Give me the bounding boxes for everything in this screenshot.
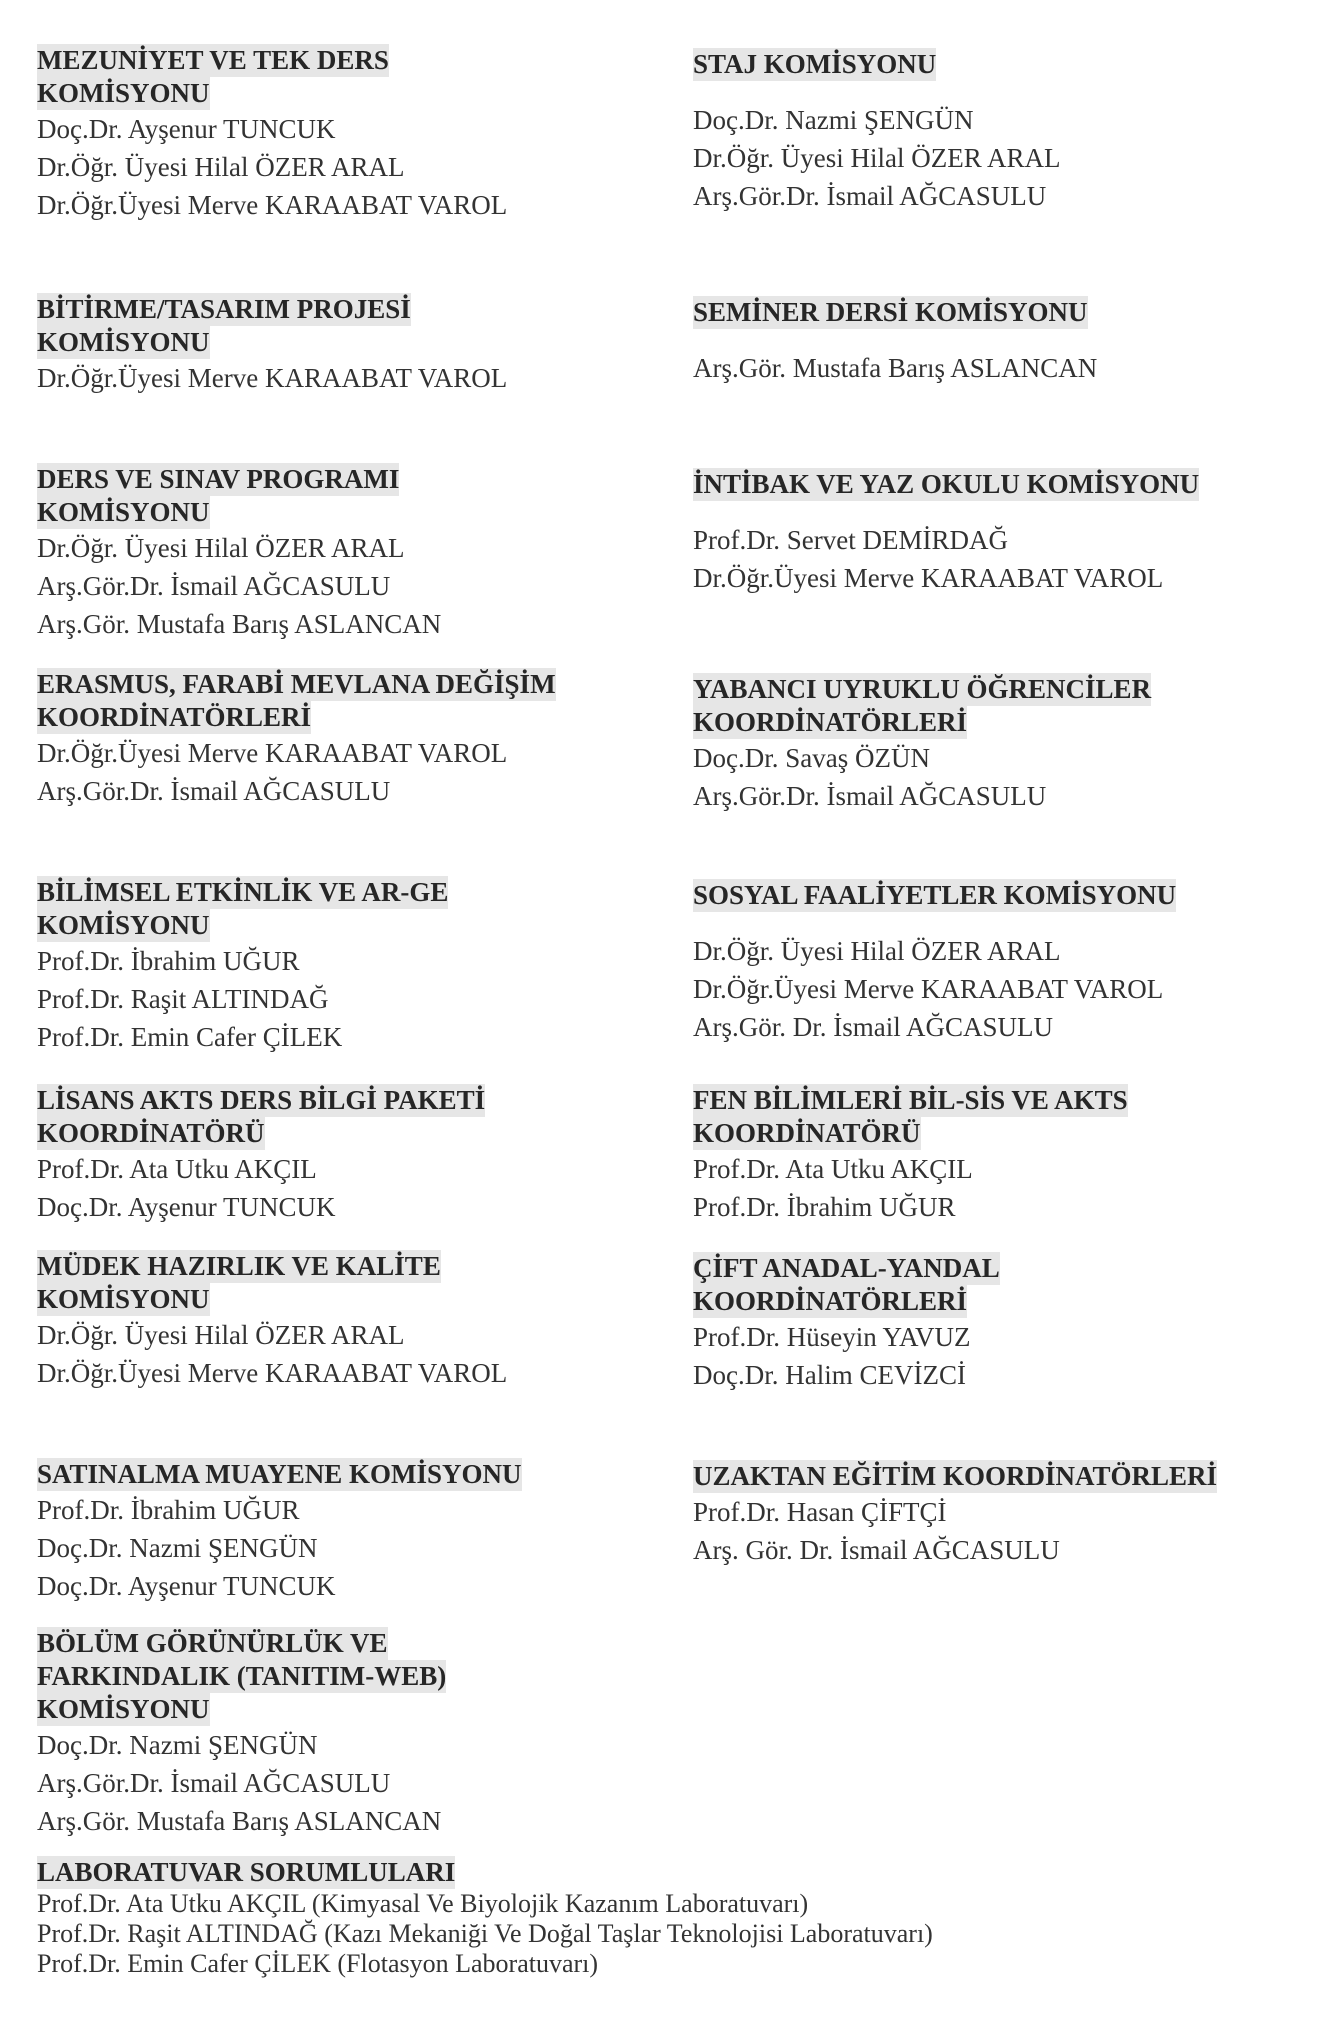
member-list bbox=[37, 1150, 667, 1226]
member: Arş.Gör.Dr. İsmail AĞCASULU bbox=[37, 571, 391, 601]
member-list bbox=[37, 1316, 667, 1392]
member-list bbox=[37, 359, 667, 397]
member: Doç.Dr. Ayşenur TUNCUK bbox=[37, 1571, 336, 1601]
member: Arş.Gör.Dr. İsmail AĞCASULU bbox=[37, 776, 391, 806]
committee-erasmus bbox=[37, 668, 667, 810]
member: Doç.Dr. Nazmi ŞENGÜN bbox=[693, 105, 974, 135]
laboratory-member: Prof.Dr. Emin Cafer ÇİLEK (Flotasyon Laboratuvarı) bbox=[37, 1949, 599, 1978]
member: Arş.Gör. Mustafa Barış ASLANCAN bbox=[693, 353, 1098, 383]
member-list bbox=[693, 1493, 1323, 1569]
member: Dr.Öğr. Üyesi Hilal ÖZER ARAL bbox=[693, 143, 1061, 173]
committee-lisans-akts bbox=[37, 1084, 667, 1226]
committee-title: BÖLÜM GÖRÜNÜRLÜK VE FARKINDALIK (TANITIM-WEB) KOMİSYONU bbox=[37, 1628, 447, 1724]
member: Doç.Dr. Savaş ÖZÜN bbox=[693, 743, 930, 773]
member: Dr.Öğr. Üyesi Hilal ÖZER ARAL bbox=[693, 936, 1061, 966]
committee-cift-anadal bbox=[693, 1252, 1323, 1394]
committee-title: DERS VE SINAV PROGRAMI KOMİSYONU bbox=[37, 464, 400, 527]
member: Prof.Dr. İbrahim UĞUR bbox=[37, 946, 300, 976]
committee-mezuniyet bbox=[37, 44, 667, 224]
committee-ders-sinav bbox=[37, 463, 667, 643]
member: Doç.Dr. Nazmi ŞENGÜN bbox=[37, 1730, 318, 1760]
committee-mudek bbox=[37, 1250, 667, 1392]
member-list bbox=[37, 1726, 667, 1840]
member: Arş.Gör.Dr. İsmail AĞCASULU bbox=[693, 781, 1047, 811]
member: Dr.Öğr.Üyesi Merve KARAABAT VAROL bbox=[693, 974, 1164, 1004]
laboratory-section bbox=[37, 1856, 1317, 1979]
laboratory-member-list bbox=[37, 1889, 1317, 1979]
member: Doç.Dr. Ayşenur TUNCUK bbox=[37, 114, 336, 144]
member-list bbox=[37, 529, 667, 643]
member: Dr.Öğr.Üyesi Merve KARAABAT VAROL bbox=[37, 190, 508, 220]
member: Prof.Dr. Ata Utku AKÇIL bbox=[37, 1154, 317, 1184]
committee-title: ÇİFT ANADAL-YANDAL KOORDİNATÖRLERİ bbox=[693, 1253, 1000, 1316]
committee-yabanci-uyruklu bbox=[693, 673, 1323, 815]
member: Prof.Dr. Ata Utku AKÇIL bbox=[693, 1154, 973, 1184]
committee-title: SOSYAL FAALİYETLER KOMİSYONU bbox=[693, 880, 1177, 910]
committee-title: FEN BİLİMLERİ BİL-SİS VE AKTS KOORDİNATÖRÜ bbox=[693, 1085, 1128, 1148]
member: Dr.Öğr.Üyesi Merve KARAABAT VAROL bbox=[693, 563, 1164, 593]
committee-seminer bbox=[693, 296, 1323, 387]
laboratory-title: LABORATUVAR SORUMLULARI bbox=[37, 1857, 456, 1887]
committee-satinalma bbox=[37, 1458, 667, 1605]
committee-title: SEMİNER DERSİ KOMİSYONU bbox=[693, 297, 1088, 327]
committee-bolum-gorunurluk bbox=[37, 1627, 667, 1840]
member: Prof.Dr. İbrahim UĞUR bbox=[37, 1495, 300, 1525]
committee-title: SATINALMA MUAYENE KOMİSYONU bbox=[37, 1459, 522, 1489]
member: Doç.Dr. Nazmi ŞENGÜN bbox=[37, 1533, 318, 1563]
committee-uzaktan-egitim bbox=[693, 1460, 1323, 1569]
member: Dr.Öğr. Üyesi Hilal ÖZER ARAL bbox=[37, 533, 405, 563]
committee-title: BİTİRME/TASARIM PROJESİ KOMİSYONU bbox=[37, 294, 411, 357]
member: Arş.Gör. Mustafa Barış ASLANCAN bbox=[37, 609, 442, 639]
member: Prof.Dr. Servet DEMİRDAĞ bbox=[693, 525, 1008, 555]
member-list bbox=[693, 349, 1323, 387]
committee-staj bbox=[693, 48, 1323, 215]
member: Prof.Dr. İbrahim UĞUR bbox=[693, 1192, 956, 1222]
member: Arş.Gör. Mustafa Barış ASLANCAN bbox=[37, 1806, 442, 1836]
member-list bbox=[693, 1318, 1323, 1394]
member-list bbox=[37, 942, 667, 1056]
laboratory-member: Prof.Dr. Ata Utku AKÇIL (Kimyasal Ve Biyolojik Kazanım Laboratuvarı) bbox=[37, 1889, 809, 1918]
member: Dr.Öğr.Üyesi Merve KARAABAT VAROL bbox=[37, 1358, 508, 1388]
member: Arş.Gör. Dr. İsmail AĞCASULU bbox=[693, 1012, 1054, 1042]
member: Prof.Dr. Emin Cafer ÇİLEK bbox=[37, 1022, 343, 1052]
committee-bilimsel bbox=[37, 876, 667, 1056]
member: Dr.Öğr. Üyesi Hilal ÖZER ARAL bbox=[37, 1320, 405, 1350]
member: Prof.Dr. Hüseyin YAVUZ bbox=[693, 1322, 971, 1352]
member: Dr.Öğr. Üyesi Hilal ÖZER ARAL bbox=[37, 152, 405, 182]
committee-title: BİLİMSEL ETKİNLİK VE AR-GE KOMİSYONU bbox=[37, 877, 449, 940]
committee-title: UZAKTAN EĞİTİM KOORDİNATÖRLERİ bbox=[693, 1461, 1218, 1491]
member: Dr.Öğr.Üyesi Merve KARAABAT VAROL bbox=[37, 738, 508, 768]
committee-title: YABANCI UYRUKLU ÖĞRENCİLER KOORDİNATÖRLERİ bbox=[693, 674, 1152, 737]
committee-title: ERASMUS, FARABİ MEVLANA DEĞİŞİM KOORDİNATÖRLERİ bbox=[37, 669, 556, 732]
committee-title: MEZUNİYET VE TEK DERS KOMİSYONU bbox=[37, 45, 389, 108]
member: Doç.Dr. Halim CEVİZCİ bbox=[693, 1360, 966, 1390]
member-list bbox=[693, 101, 1323, 215]
member: Prof.Dr. Hasan ÇİFTÇİ bbox=[693, 1497, 947, 1527]
member: Arş. Gör. Dr. İsmail AĞCASULU bbox=[693, 1535, 1060, 1565]
member-list bbox=[37, 1491, 667, 1605]
member: Doç.Dr. Ayşenur TUNCUK bbox=[37, 1192, 336, 1222]
member: Arş.Gör.Dr. İsmail AĞCASULU bbox=[693, 181, 1047, 211]
committee-sosyal-faaliyetler bbox=[693, 879, 1323, 1046]
member-list bbox=[37, 110, 667, 224]
member-list bbox=[693, 1150, 1323, 1226]
member: Prof.Dr. Raşit ALTINDAĞ bbox=[37, 984, 329, 1014]
committee-intibak bbox=[693, 468, 1323, 597]
laboratory-member: Prof.Dr. Raşit ALTINDAĞ (Kazı Mekaniği Ve Doğal Taşlar Teknolojisi Laboratuvarı) bbox=[37, 1919, 933, 1948]
committee-title: LİSANS AKTS DERS BİLGİ PAKETİ KOORDİNATÖRÜ bbox=[37, 1085, 486, 1148]
member-list bbox=[37, 734, 667, 810]
member-list bbox=[693, 932, 1323, 1046]
member-list bbox=[693, 739, 1323, 815]
member: Dr.Öğr.Üyesi Merve KARAABAT VAROL bbox=[37, 363, 508, 393]
member: Arş.Gör.Dr. İsmail AĞCASULU bbox=[37, 1768, 391, 1798]
committee-fen-bilimleri bbox=[693, 1084, 1323, 1226]
committee-title: STAJ KOMİSYONU bbox=[693, 49, 937, 79]
committee-title: İNTİBAK VE YAZ OKULU KOMİSYONU bbox=[693, 469, 1200, 499]
member-list bbox=[693, 521, 1323, 597]
committee-bitirme bbox=[37, 293, 667, 397]
committee-title: MÜDEK HAZIRLIK VE KALİTE KOMİSYONU bbox=[37, 1251, 441, 1314]
